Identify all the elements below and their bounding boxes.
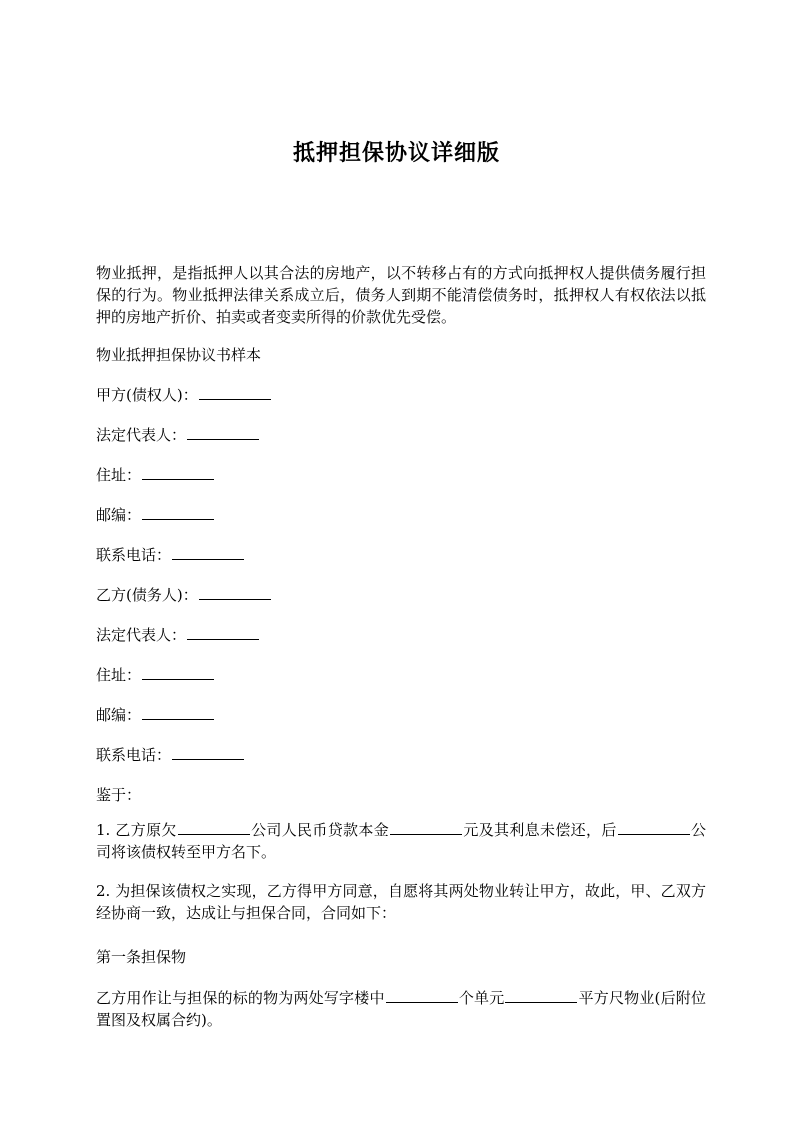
intro-paragraph: 物业抵押，是指抵押人以其合法的房地产，以不转移占有的方式向抵押权人提供债务履行担保的行为。物业抵押法律关系成立后，债务人到期不能清偿债务时，抵押权人有权依法以抵押的房地产折价、拍卖或者变卖所得的价款优先受偿。 (96, 264, 706, 326)
party-a-address-field (96, 464, 215, 486)
party-b-name-blank[interactable] (199, 585, 271, 600)
party-a-phone-blank[interactable] (172, 545, 244, 560)
document-title: 抵押担保协议详细版 (292, 141, 500, 166)
party-a-address-label: 住址： (96, 466, 142, 484)
party-a-phone-label: 联系电话： (96, 546, 172, 564)
article-1-part1: 乙方用作让与担保的标的物为两处写字楼中 (96, 989, 385, 1007)
clause-1-part4: 公司将该债权转至甲方名下。 (96, 821, 706, 861)
party-b-address-blank[interactable] (142, 665, 214, 680)
party-a-rep-blank[interactable] (187, 425, 259, 440)
article-1-part2: 个单元 (458, 989, 505, 1007)
clause-1-blank-company[interactable] (178, 820, 250, 835)
party-b-rep-blank[interactable] (187, 625, 259, 640)
article-1-heading: 第一条担保物 (96, 948, 187, 966)
sample-heading: 物业抵押担保协议书样本 (96, 346, 262, 364)
article-1-blank-units[interactable] (386, 988, 458, 1003)
article-1-part3: 平方尺物业(后附位置图及权属合约)。 (96, 989, 706, 1029)
party-b-postcode-field (96, 704, 215, 726)
article-1-text (96, 987, 706, 1031)
party-b-rep-label: 法定代表人： (96, 626, 187, 644)
whereas-heading: 鉴于： (96, 786, 142, 804)
party-a-postcode-label: 邮编： (96, 506, 142, 524)
party-b-rep-field (96, 624, 260, 646)
party-a-rep-label: 法定代表人： (96, 426, 187, 444)
party-b-name-field (96, 584, 272, 606)
party-b-address-field (96, 664, 215, 686)
article-1-blank-area[interactable] (505, 988, 577, 1003)
clause-1 (96, 819, 706, 863)
clause-1-blank-transferee[interactable] (618, 820, 690, 835)
party-a-name-field (96, 384, 272, 406)
party-b-postcode-blank[interactable] (142, 705, 214, 720)
clause-1-part2: 公司人民币贷款本金 (250, 821, 390, 839)
clause-1-blank-amount[interactable] (390, 820, 462, 835)
clause-1-part3: 元及其利息未偿还，后 (463, 821, 617, 839)
party-b-address-label: 住址： (96, 666, 142, 684)
party-a-name-label: 甲方(债权人)： (96, 386, 198, 404)
party-b-phone-field (96, 744, 245, 766)
party-a-rep-field (96, 424, 260, 446)
party-b-phone-label: 联系电话： (96, 746, 172, 764)
party-a-name-blank[interactable] (199, 385, 271, 400)
party-b-phone-blank[interactable] (172, 745, 244, 760)
party-a-postcode-blank[interactable] (142, 505, 214, 520)
party-a-postcode-field (96, 504, 215, 526)
party-b-postcode-label: 邮编： (96, 706, 142, 724)
party-a-phone-field (96, 544, 245, 566)
party-a-address-blank[interactable] (142, 465, 214, 480)
clause-1-part1: 1. 乙方原欠 (96, 821, 177, 839)
party-b-name-label: 乙方(债务人)： (96, 586, 198, 604)
clause-2: 2. 为担保该债权之实现，乙方得甲方同意，自愿将其两处物业转让甲方，故此，甲、乙双方经协商一致，达成让与担保合同，合同如下： (96, 882, 706, 922)
